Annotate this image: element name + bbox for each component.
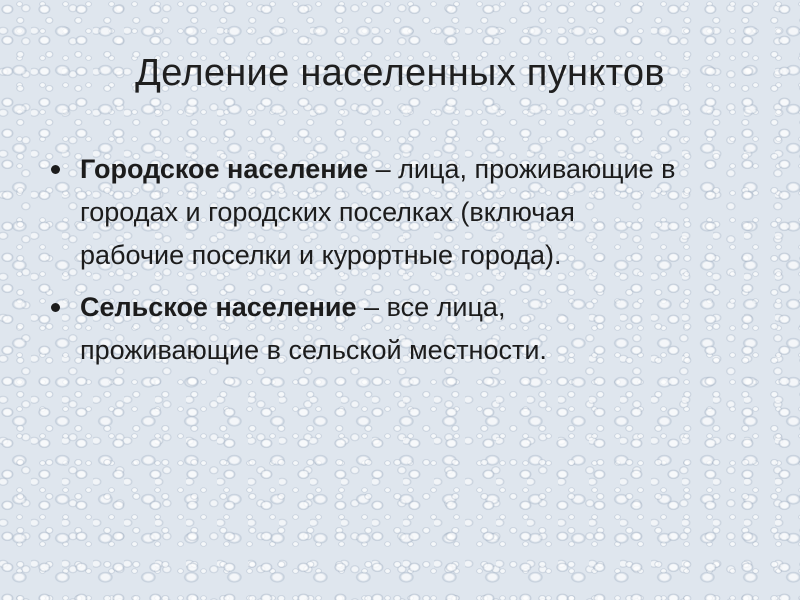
bullet-item-rural	[45, 286, 685, 372]
slide-title: Деление населенных пунктов	[135, 52, 665, 94]
bullet-list	[45, 148, 685, 381]
bullet-text: – лица, проживающие в городах и городских поселках (включая рабочие поселки и курортные города).	[80, 154, 676, 270]
bullet-dot-icon	[51, 165, 60, 174]
bullet-term: Сельское население	[80, 292, 357, 322]
bullet-item-urban	[45, 148, 685, 277]
bullet-term: Городское население	[80, 154, 369, 184]
bullet-text: – все лица, проживающие в сельской местности.	[80, 292, 547, 365]
bullet-dot-icon	[51, 303, 60, 312]
